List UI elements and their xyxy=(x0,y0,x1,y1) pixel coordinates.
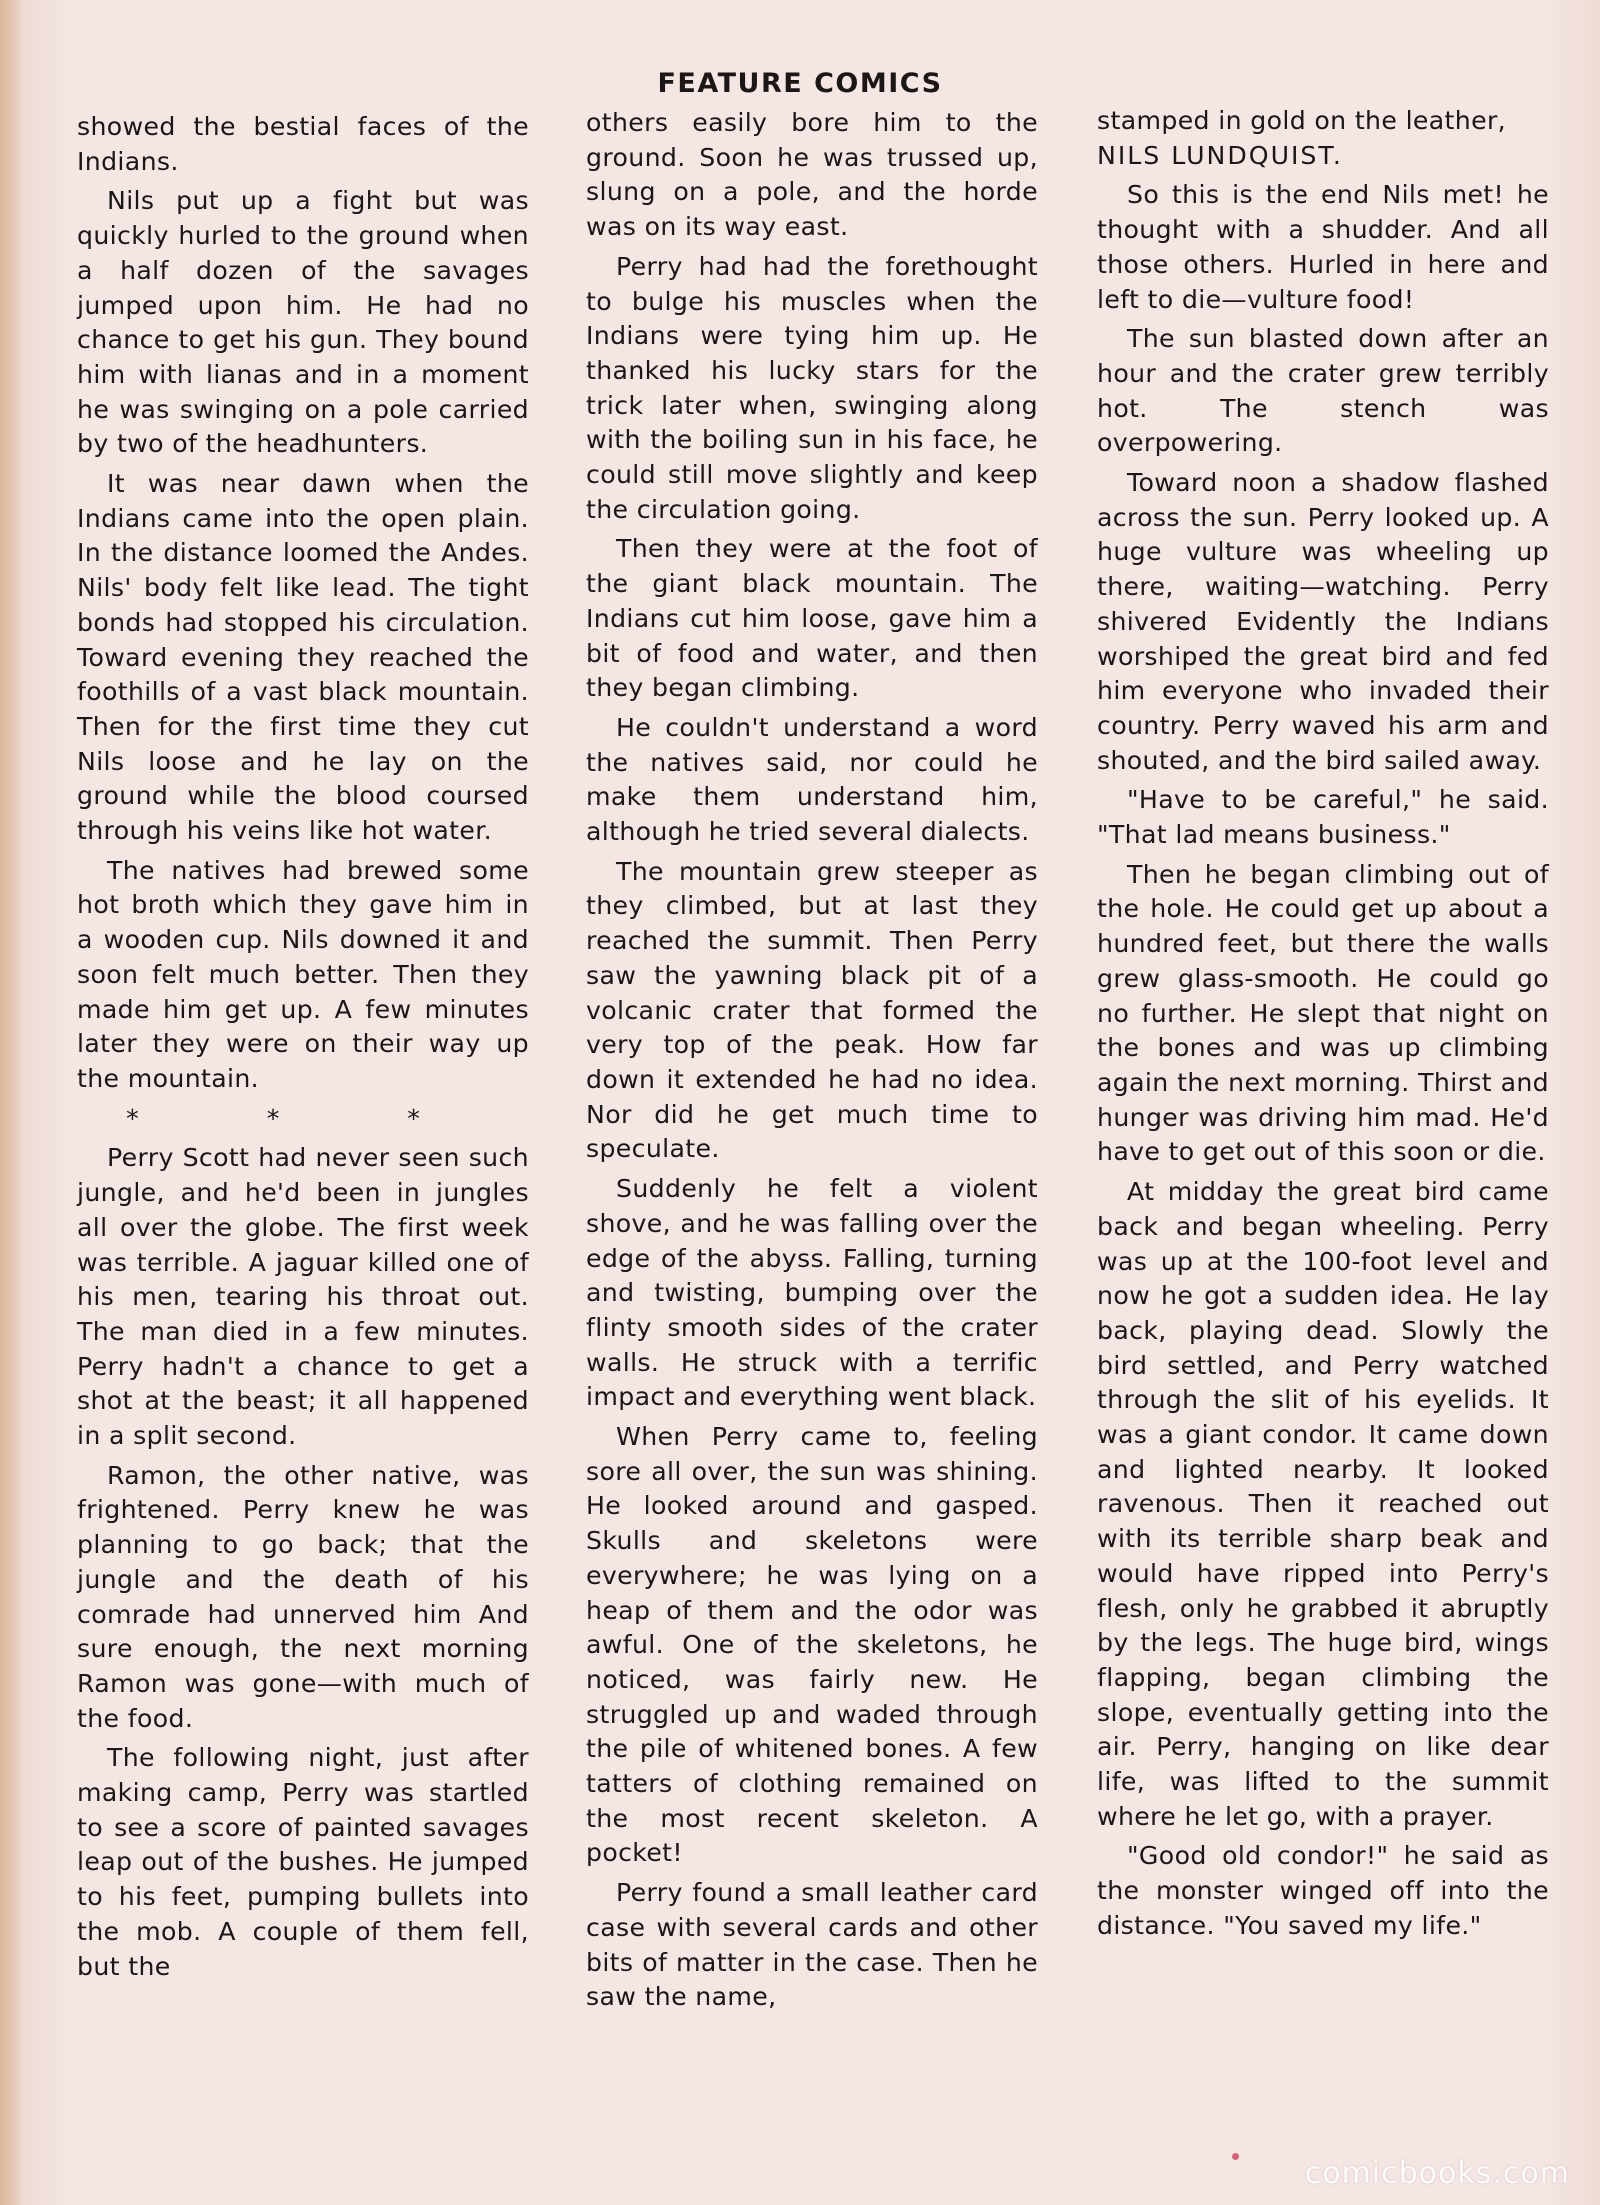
paragraph: Toward noon a shadow flashed across the sun. Perry looked up. A huge vulture was wheeling up there, waiting—watching. Perry shivered Evidently the Indians worshiped the great bird and fed him everyone who invaded their country. Perry waved his arm and shouted, and the bird sailed away. xyxy=(1097,468,1549,775)
stamped-name: NILS LUNDQUIST. xyxy=(1097,140,1343,170)
text-column-1 xyxy=(77,110,529,1989)
paragraph: "Good old condor!" he said as the monster winged off into the distance. "You saved my life." xyxy=(1097,1841,1549,1940)
paragraph: The sun blasted down after an hour and the crater grew terribly hot. The stench was overpowering. xyxy=(1097,324,1549,458)
text-column-2 xyxy=(586,106,1038,2020)
paragraph: The mountain grew steeper as they climbed, but at last they reached the summit. Then Perry saw the yawning black pit of a volcanic crater that formed the very top of the peak. How far down it extended he had no idea. Nor did he get much time to speculate. xyxy=(586,856,1038,1164)
paragraph: When Perry came to, feeling sore all over, the sun was shining. He looked around and gasped. Skulls and skeletons were everywhere; he was lying on a heap of them and the odor was awful. One of the skeletons, he noticed, was fairly new. He struggled up and waded through the pile of whitened bones. A few tatters of clothing remained on the most recent skeleton. A pocket! xyxy=(586,1422,1038,1868)
watermark: comicbooks.com xyxy=(1304,2156,1570,2191)
paragraph: At midday the great bird came back and began wheeling. Perry was up at the 100-foot level and now he got a sudden idea. He lay back, playing dead. Slowly the bird settled, and Perry watched through the slit of his eyelids. It was a giant condor. It came down and lighted nearby. It looked ravenous. Then it reached out with its terrible sharp beak and would have ripped into Perry's flesh, only he grabbed it abruptly by the legs. The huge bird, wings flapping, began climbing the slope, eventually getting into the air. Perry, hanging on like dear life, was lifted to the summit where he let go, with a prayer. xyxy=(1097,1177,1549,1831)
paragraph: It was near dawn when the Indians came into the open plain. In the distance loomed the Andes. Nils' body felt like lead. The tight bonds had stopped his circulation. Toward evening they reached the foothills of a vast black mountain. Then for the first time they cut Nils loose and he lay on the ground while the blood coursed through his veins like hot water. xyxy=(77,469,529,846)
text-column-3 xyxy=(1097,104,1549,1949)
paragraph: "Have to be careful," he said. "That lad means business." xyxy=(1097,785,1549,850)
paragraph: Perry Scott had never seen such jungle, and he'd been in jungles all over the globe. The first week was terrible. A jaguar killed one of his men, tearing his throat out. The man died in a few minutes. Perry hadn't a chance to get a shot at the beast; it all happened in a split second. xyxy=(77,1143,529,1451)
paragraph: So this is the end Nils met! he thought with a shudder. And all those others. Hurled in here and left to die—vulture food! xyxy=(1097,180,1549,314)
paragraph: stamped in gold on the leather, xyxy=(1097,106,1507,135)
paragraph: Suddenly he felt a violent shove, and he was falling over the edge of the abyss. Falling, turning and twisting, bumping over the flinty smooth sides of the crater walls. He struck with a terrific impact and everything went black. xyxy=(586,1174,1038,1412)
paragraph: showed the bestial faces of the Indians. xyxy=(77,112,529,176)
page-gutter-shadow xyxy=(0,0,22,2205)
paragraph: Nils put up a fight but was quickly hurled to the ground when a half dozen of the savages jumped upon him. He had no chance to get his gun. They bound him with lianas and in a moment he was swinging on a pole carried by two of the headhunters. xyxy=(77,186,529,459)
page-header: FEATURE COMICS xyxy=(657,68,943,99)
ink-spot xyxy=(1232,2153,1239,2160)
paragraph: Perry had had the forethought to bulge his muscles when the Indians were tying him up. He thanked his lucky stars for the trick later when, swinging along with the boiling sun in his face, he could still move slightly and keep the circulation going. xyxy=(586,251,1038,524)
section-break: * * * xyxy=(126,1103,480,1133)
paragraph: others easily bore him to the ground. Soon he was trussed up, slung on a pole, and the horde was on its way east. xyxy=(586,108,1038,242)
paragraph: The natives had brewed some hot broth which they gave him in a wooden cup. Nils downed it and soon felt much better. Then they made him get up. A few minutes later they were on their way up the mountain. xyxy=(77,855,529,1093)
paragraph: Ramon, the other native, was frightened. Perry knew he was planning to go back; that the jungle and the death of his comrade had unnerved him And sure enough, the next morning Ramon was gone—with much of the food. xyxy=(77,1460,529,1733)
paragraph: Then he began climbing out of the hole. He could get up about a hundred feet, but there the walls grew glass-smooth. He could go no further. He slept that night on the bones and was up climbing again the next morning. Thirst and hunger was driving him mad. He'd have to get out of this soon or die. xyxy=(1097,859,1549,1167)
paragraph: He couldn't understand a word the natives said, nor could he make them understand him, although he tried several dialects. xyxy=(586,712,1038,847)
paragraph: Perry found a small leather card case with several cards and other bits of matter in the case. Then he saw the name, xyxy=(586,1878,1038,2012)
paragraph: Then they were at the foot of the giant black mountain. The Indians cut him loose, gave him a bit of food and water, and then they began climbing. xyxy=(586,534,1038,703)
paragraph: The following night, just after making camp, Perry was startled to see a score of painted savages leap out of the bushes. He jumped to his feet, pumping bullets into the mob. A couple of them fell, but the xyxy=(77,1743,529,1981)
